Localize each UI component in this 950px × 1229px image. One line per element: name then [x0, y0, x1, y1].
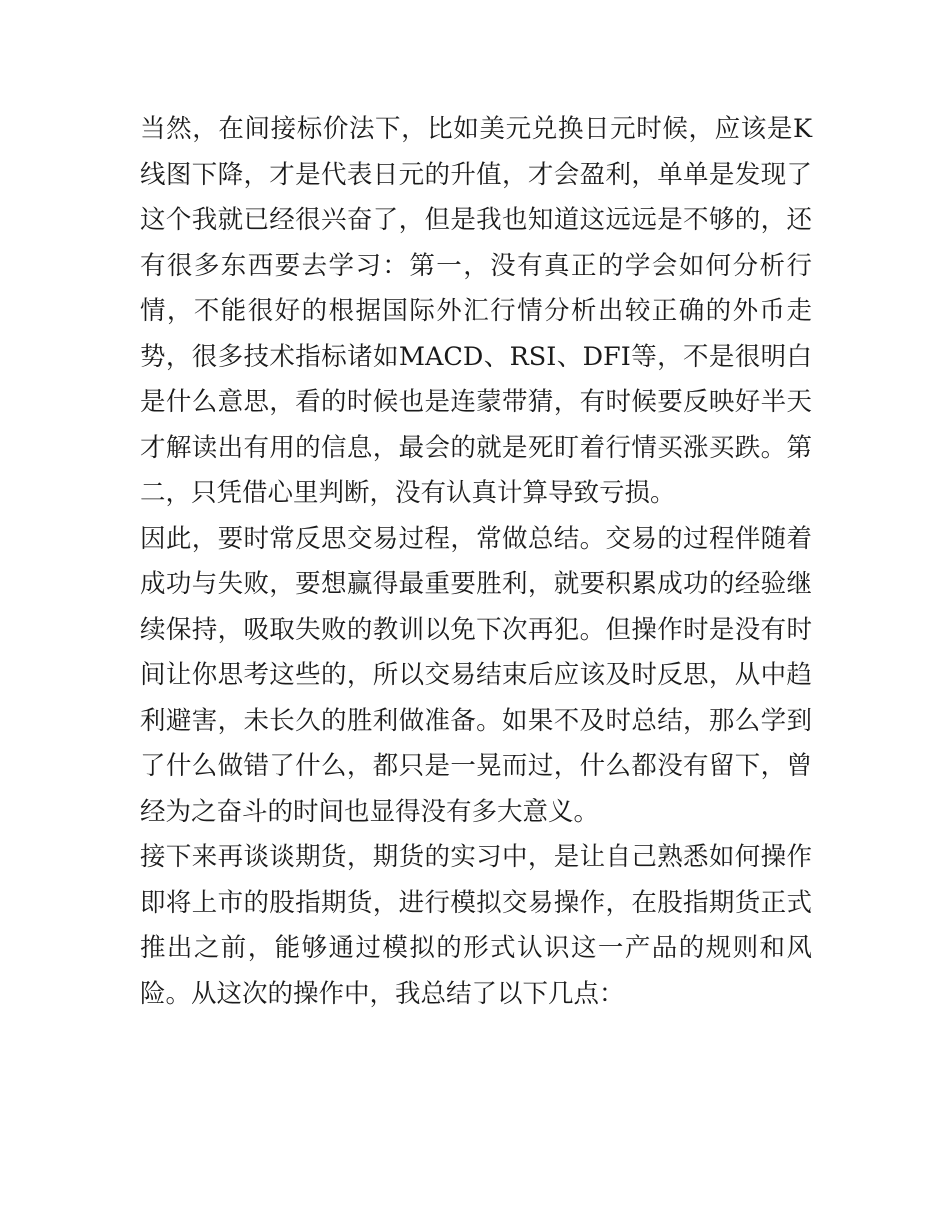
- paragraph-reflection: 因此，要时常反思交易过程，常做总结。交易的过程伴随着成功与失败，要想赢得最重要胜利，就要积累成功的经验继续保持，吸取失败的教训以免下次再犯。但操作时是没有时间让你思考这些的，所以交易结束后应该及时反思，从中趋利避害，未长久的胜利做准备。如果不及时总结，那么学到了什么做错了什么，都只是一晃而过，什么都没有留下，曾经为之奋斗的时间也显得没有多大意义。: [140, 523, 812, 827]
- body-text: [140, 107, 812, 1017]
- paragraph-forex-learning: 当然，在间接标价法下，比如美元兑换日元时候，应该是K线图下降，才是代表日元的升值，才会盈利，单单是发现了这个我就已经很兴奋了，但是我也知道这远远是不够的，还有很多东西要去学习：第一，没有真正的学会如何分析行情，不能很好的根据国际外汇行情分析出较正确的外币走势，很多技术指标诸如MACD、RSI、DFI等，不是很明白是什么意思，看的时候也是连蒙带猜，有时候要反映好半天才解读出有用的信息，最会的就是死盯着行情买涨买跌。第二，只凭借心里判断，没有认真计算导致亏损。: [140, 114, 812, 508]
- paragraph-futures: 接下来再谈谈期货，期货的实习中，是让自己熟悉如何操作即将上市的股指期货，进行模拟交易操作，在股指期货正式推出之前，能够通过模拟的形式认识这一产品的规则和风险。从这次的操作中，我总结了以下几点：: [140, 842, 812, 1009]
